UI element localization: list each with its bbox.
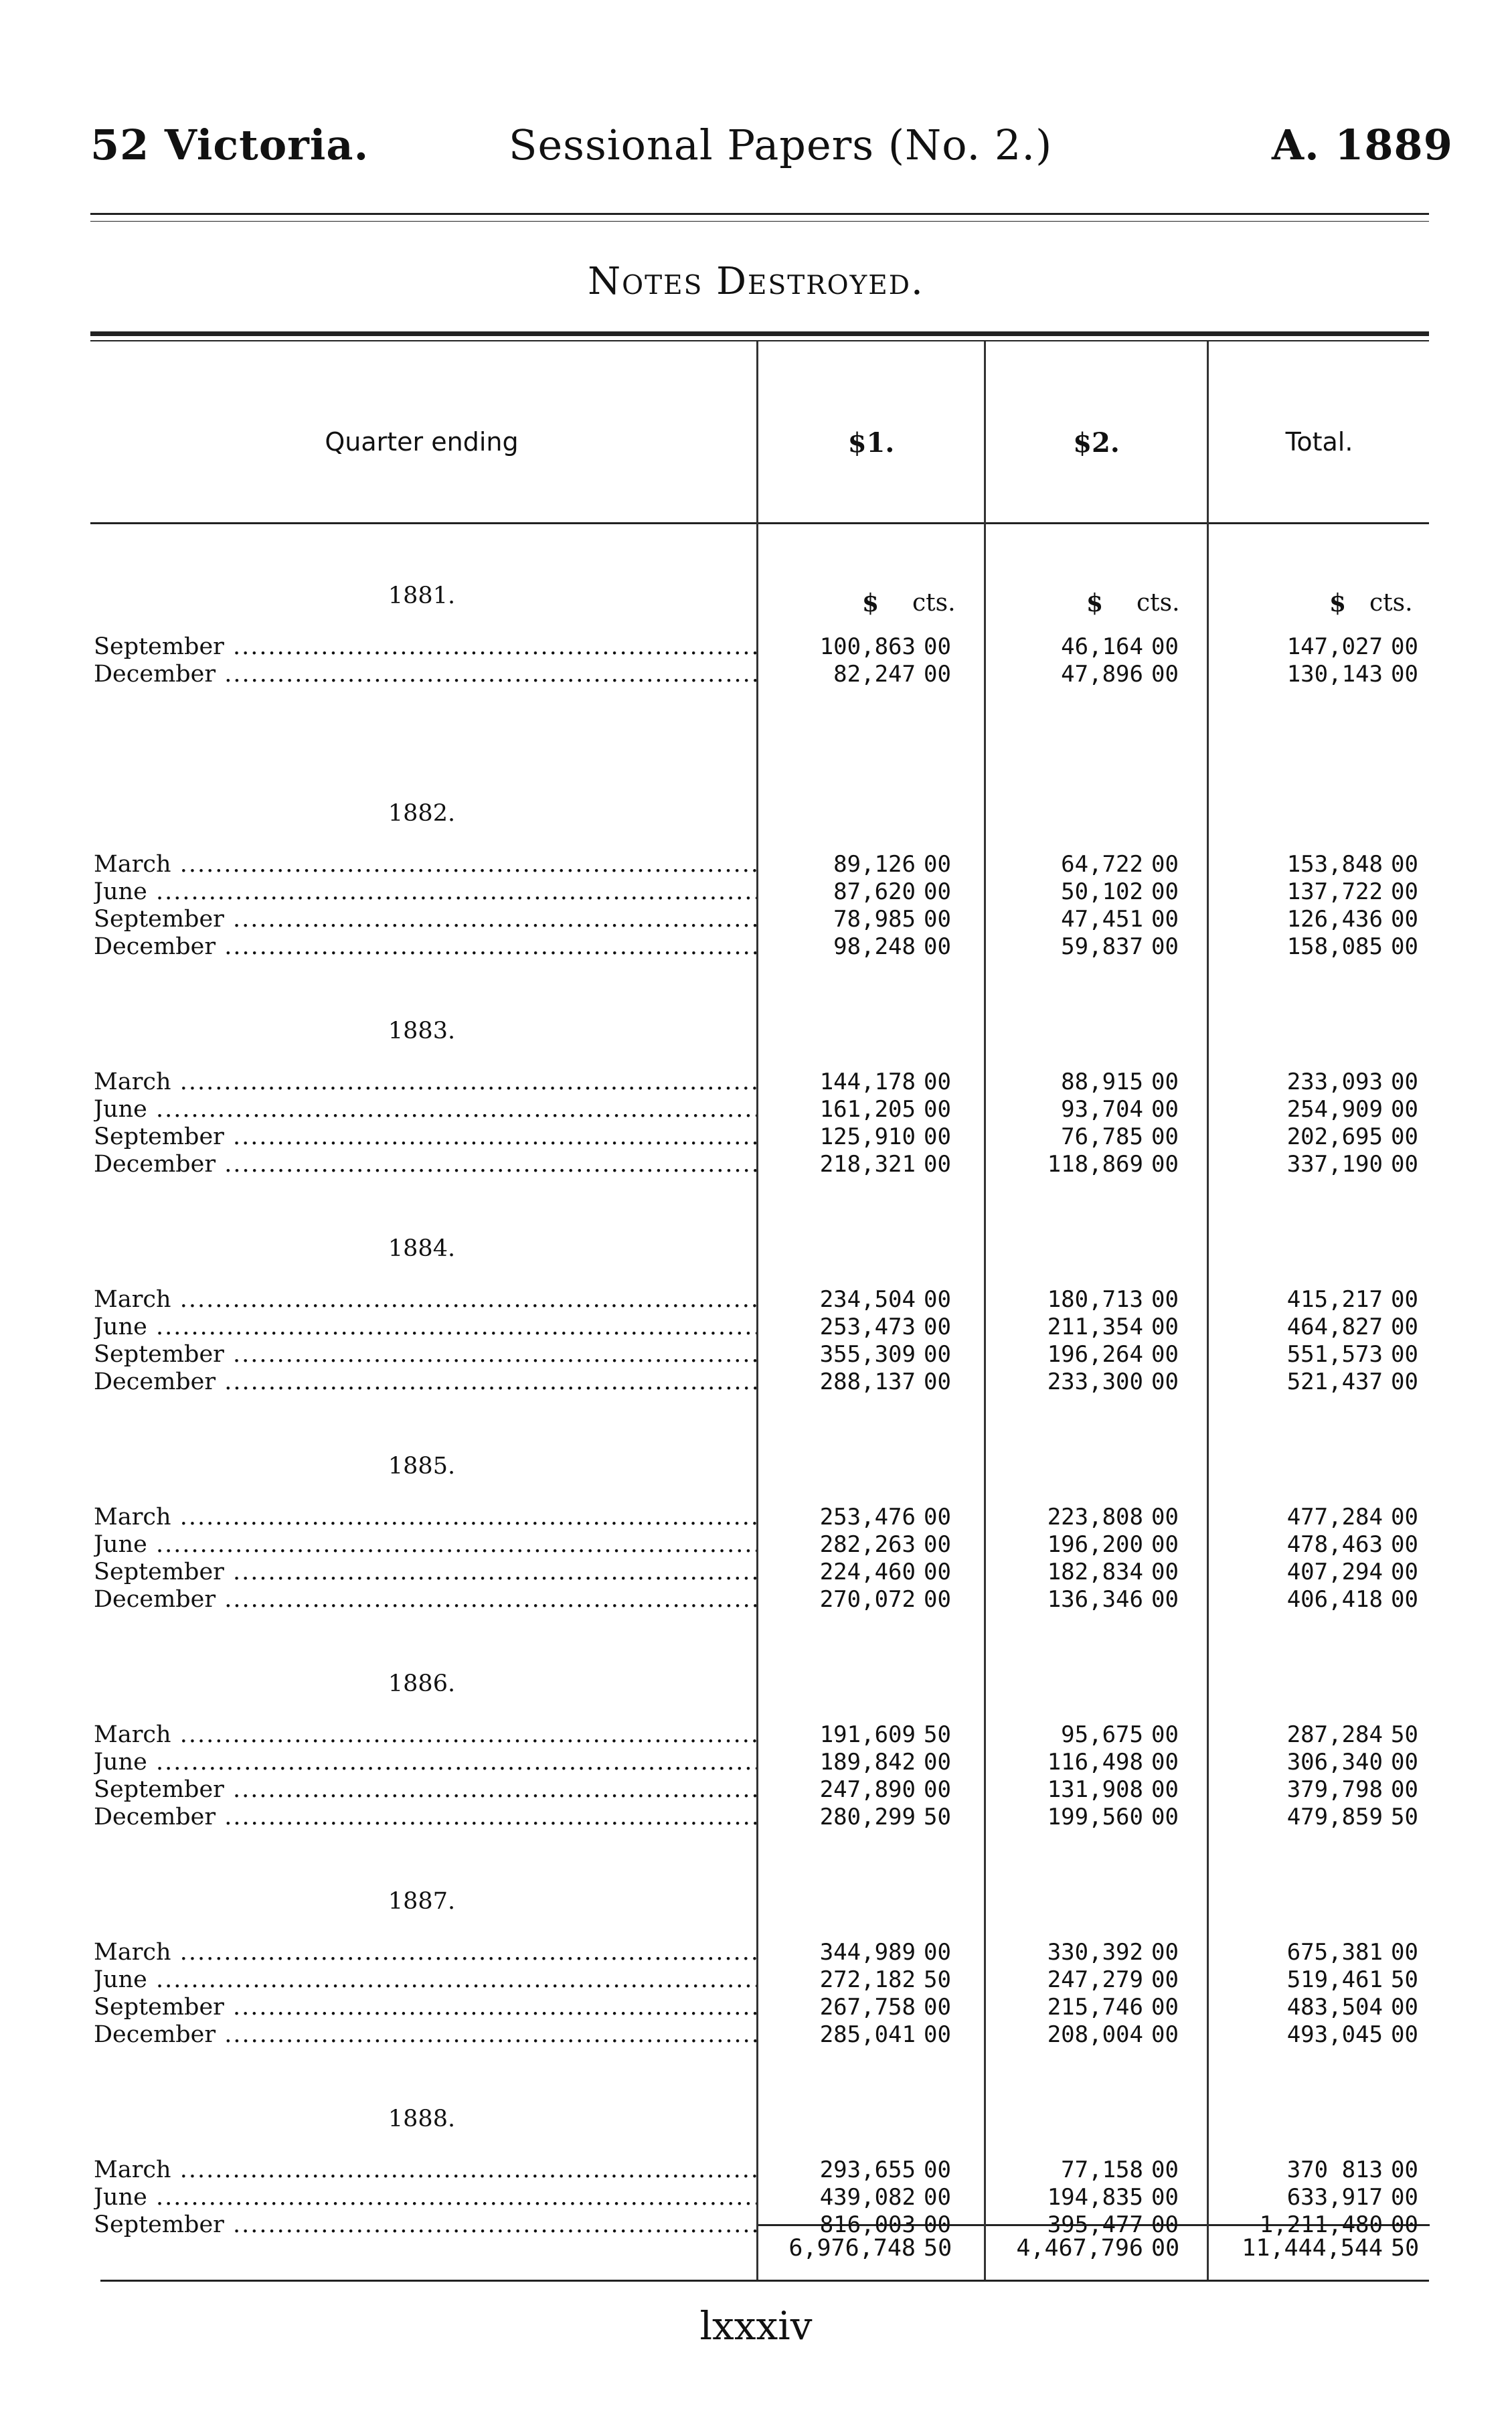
year-heading: 1883. — [388, 1018, 456, 1044]
quarter-label: March ..... — [94, 1503, 756, 1531]
quarter-label: June ..... — [94, 1313, 756, 1341]
column-header-rule — [90, 522, 1429, 524]
one-dollar-value: 100,863 — [819, 633, 916, 660]
one-dollar-value: 816,003 — [819, 2211, 916, 2238]
header-document-title: Sessional Papers (No. 2.) — [509, 121, 1053, 169]
year-heading: 1888. — [388, 2106, 456, 2132]
header-year: A. 1889 — [1272, 121, 1453, 169]
two-dollar-value: 136,346 — [1047, 1586, 1143, 1613]
table-top-rule — [90, 331, 1429, 336]
table-row — [0, 905, 1512, 933]
two-dollar-value: 77,158 — [1061, 2156, 1143, 2183]
one-dollar-value: 285,041 — [819, 2021, 916, 2048]
one-dollar-value: 247,890 — [819, 1776, 916, 1803]
column-header-total: Total. — [1285, 427, 1353, 457]
one-dollar-cents: 00 — [924, 1123, 951, 1150]
total-cents: 00 — [1391, 1314, 1418, 1340]
dollar-sign: $ — [862, 589, 879, 617]
units-one-dollar — [758, 589, 984, 623]
two-dollar-value: 194,835 — [1047, 2184, 1143, 2211]
total-value: 407,294 — [1286, 1559, 1383, 1585]
two-dollar-cents: 00 — [1151, 1286, 1179, 1313]
total-value: 287,284 — [1286, 1721, 1383, 1748]
quarter-label: December ..... — [94, 933, 756, 961]
two-dollar-cents: 00 — [1151, 1151, 1179, 1178]
two-dollar-cents: 00 — [1151, 1368, 1179, 1395]
one-dollar-value: 89,126 — [833, 851, 916, 878]
two-dollar-value: 95,675 — [1061, 1721, 1143, 1748]
table-row — [0, 2156, 1512, 2184]
column-header-one-dollar: $1. — [847, 427, 895, 459]
quarter-label: September ..... — [94, 1123, 756, 1151]
two-dollar-cents: 00 — [1151, 1559, 1179, 1585]
dollar-sign: $ — [1086, 589, 1104, 617]
column-header-two-dollar: $2. — [1073, 427, 1120, 459]
quarter-label: December ..... — [94, 2021, 756, 2049]
total-value: 479,859 — [1286, 1804, 1383, 1830]
one-dollar-cents: 50 — [924, 1966, 951, 1993]
two-dollar-cents: 00 — [1151, 2156, 1179, 2183]
grand-total-cents: 50 — [1391, 2235, 1420, 2262]
table-row — [0, 660, 1512, 688]
two-dollar-value: 47,896 — [1061, 661, 1143, 688]
two-dollar-cents: 00 — [1151, 661, 1179, 688]
two-dollar-value: 211,354 — [1047, 1314, 1143, 1340]
one-dollar-cents: 00 — [924, 1368, 951, 1395]
total-cents: 00 — [1391, 1341, 1418, 1368]
one-dollar-cents: 00 — [924, 1314, 951, 1340]
two-dollar-cents: 00 — [1151, 851, 1179, 878]
one-dollar-value: 234,504 — [819, 1286, 916, 1313]
two-dollar-cents: 00 — [1151, 933, 1179, 960]
units-total — [1209, 589, 1430, 623]
total-value: 1,211,480 — [1259, 2211, 1383, 2238]
two-dollar-value: 76,785 — [1061, 1123, 1143, 1150]
table-row — [0, 1721, 1512, 1749]
total-cents: 00 — [1391, 1504, 1418, 1531]
cents-label: cts. — [912, 589, 956, 617]
total-value: 521,437 — [1286, 1368, 1383, 1395]
one-dollar-cents: 00 — [924, 2211, 951, 2238]
quarter-label: June ..... — [94, 1966, 756, 1994]
table-row — [0, 1748, 1512, 1776]
cents-label: cts. — [1137, 589, 1180, 617]
totals-row — [0, 2235, 1512, 2268]
one-dollar-cents: 00 — [924, 2021, 951, 2048]
one-dollar-cents: 00 — [924, 1749, 951, 1776]
year-heading: 1886. — [388, 1670, 456, 1697]
one-dollar-value: 82,247 — [833, 661, 916, 688]
quarter-label: June ..... — [94, 878, 756, 906]
total-cents: 00 — [1391, 1586, 1418, 1613]
one-dollar-value: 272,182 — [819, 1966, 916, 1993]
one-dollar-cents: 00 — [924, 878, 951, 905]
quarter-label: September ..... — [94, 1776, 756, 1804]
one-dollar-cents: 00 — [924, 906, 951, 933]
one-dollar-value: 253,476 — [819, 1504, 916, 1531]
one-dollar-value: 355,309 — [819, 1341, 916, 1368]
two-dollar-value: 180,713 — [1047, 1286, 1143, 1313]
total-cents: 00 — [1391, 1776, 1418, 1803]
total-cents: 00 — [1391, 1069, 1418, 1095]
one-dollar-value: 224,460 — [819, 1559, 916, 1585]
total-two-dollar-cents: 00 — [1151, 2235, 1180, 2262]
quarter-label: March ..... — [94, 1068, 756, 1096]
total-one-dollar: 6,976,748 — [788, 2235, 916, 2262]
table-row — [0, 1531, 1512, 1559]
two-dollar-value: 64,722 — [1061, 851, 1143, 878]
two-dollar-value: 395,477 — [1047, 2211, 1143, 2238]
table-row — [0, 633, 1512, 661]
one-dollar-cents: 50 — [924, 1721, 951, 1748]
quarter-label: September ..... — [94, 1993, 756, 2021]
quarter-label: June ..... — [94, 1748, 756, 1776]
two-dollar-value: 50,102 — [1061, 878, 1143, 905]
table-row — [0, 1285, 1512, 1314]
two-dollar-value: 59,837 — [1061, 933, 1143, 960]
total-value: 551,573 — [1286, 1341, 1383, 1368]
table-row — [0, 1313, 1512, 1341]
table-row — [0, 1585, 1512, 1614]
total-value: 306,340 — [1286, 1749, 1383, 1776]
total-cents: 00 — [1391, 1994, 1418, 2021]
quarter-label: December ..... — [94, 1368, 756, 1396]
one-dollar-cents: 00 — [924, 1286, 951, 1313]
total-cents: 00 — [1391, 1368, 1418, 1395]
two-dollar-cents: 00 — [1151, 1069, 1179, 1095]
dollar-sign: $ — [1329, 589, 1347, 617]
quarter-label: June ..... — [94, 1095, 756, 1123]
total-value: 153,848 — [1286, 851, 1383, 878]
total-cents: 00 — [1391, 933, 1418, 960]
year-heading: 1881. — [388, 582, 456, 609]
two-dollar-value: 116,498 — [1047, 1749, 1143, 1776]
total-cents: 00 — [1391, 1749, 1418, 1776]
total-value: 202,695 — [1286, 1123, 1383, 1150]
one-dollar-value: 125,910 — [819, 1123, 916, 1150]
total-cents: 00 — [1391, 661, 1418, 688]
one-dollar-cents: 00 — [924, 1069, 951, 1095]
two-dollar-value: 88,915 — [1061, 1069, 1143, 1095]
one-dollar-value: 78,985 — [833, 906, 916, 933]
two-dollar-cents: 00 — [1151, 1994, 1179, 2021]
table-row — [0, 878, 1512, 906]
year-heading: 1887. — [388, 1888, 456, 1915]
total-cents: 00 — [1391, 906, 1418, 933]
total-value: 464,827 — [1286, 1314, 1383, 1340]
total-value: 493,045 — [1286, 2021, 1383, 2048]
table-row — [0, 1966, 1512, 1994]
two-dollar-cents: 00 — [1151, 1531, 1179, 1558]
quarter-label: September ..... — [94, 2211, 756, 2239]
total-value: 126,436 — [1286, 906, 1383, 933]
one-dollar-cents: 00 — [924, 2156, 951, 2183]
one-dollar-value: 344,989 — [819, 1939, 916, 1966]
total-value: 147,027 — [1286, 633, 1383, 660]
total-value: 254,909 — [1286, 1096, 1383, 1123]
two-dollar-value: 118,869 — [1047, 1151, 1143, 1178]
total-cents: 00 — [1391, 1531, 1418, 1558]
total-cents: 00 — [1391, 2021, 1418, 2048]
quarter-label: September ..... — [94, 1340, 756, 1368]
quarter-label: December ..... — [94, 1803, 756, 1831]
table-row — [0, 1340, 1512, 1368]
table-row — [0, 1123, 1512, 1151]
total-value: 406,418 — [1286, 1586, 1383, 1613]
one-dollar-value: 189,842 — [819, 1749, 916, 1776]
table-row — [0, 1503, 1512, 1531]
one-dollar-value: 87,620 — [833, 878, 916, 905]
page-number: lxxxiv — [699, 2303, 813, 2349]
header-rule-thin — [90, 221, 1429, 222]
one-dollar-cents: 00 — [924, 1994, 951, 2021]
one-dollar-cents: 00 — [924, 1504, 951, 1531]
total-cents: 50 — [1391, 1804, 1418, 1830]
quarter-label: March ..... — [94, 1285, 756, 1314]
total-cents: 50 — [1391, 1721, 1418, 1748]
two-dollar-cents: 00 — [1151, 1504, 1179, 1531]
total-cents: 00 — [1391, 1559, 1418, 1585]
table-row — [0, 1368, 1512, 1396]
table-row — [0, 933, 1512, 961]
year-heading: 1882. — [388, 800, 456, 827]
total-cents: 00 — [1391, 851, 1418, 878]
two-dollar-cents: 00 — [1151, 1804, 1179, 1830]
table-title: Notes Destroyed. — [588, 260, 924, 303]
one-dollar-cents: 00 — [924, 1776, 951, 1803]
table-row — [0, 1068, 1512, 1096]
one-dollar-cents: 00 — [924, 661, 951, 688]
cents-label: cts. — [1369, 589, 1413, 617]
one-dollar-cents: 00 — [924, 1939, 951, 1966]
one-dollar-cents: 50 — [924, 1804, 951, 1830]
total-value: 158,085 — [1286, 933, 1383, 960]
total-two-dollar: 4,467,796 — [1016, 2235, 1143, 2262]
one-dollar-value: 439,082 — [819, 2184, 916, 2211]
total-value: 379,798 — [1286, 1776, 1383, 1803]
two-dollar-value: 199,560 — [1047, 1804, 1143, 1830]
two-dollar-cents: 00 — [1151, 2184, 1179, 2211]
two-dollar-value: 196,200 — [1047, 1531, 1143, 1558]
quarter-label: March ..... — [94, 850, 756, 878]
table-row — [0, 2183, 1512, 2211]
total-cents: 00 — [1391, 2184, 1418, 2211]
one-dollar-value: 98,248 — [833, 933, 916, 960]
quarter-label: June ..... — [94, 1531, 756, 1559]
table-row — [0, 1150, 1512, 1178]
total-cents: 50 — [1391, 1966, 1418, 1993]
total-value: 477,284 — [1286, 1504, 1383, 1531]
two-dollar-cents: 00 — [1151, 1939, 1179, 1966]
year-heading: 1884. — [388, 1235, 456, 1262]
two-dollar-value: 182,834 — [1047, 1559, 1143, 1585]
column-header-quarter: Quarter ending — [325, 427, 519, 457]
one-dollar-cents: 00 — [924, 1531, 951, 1558]
quarter-label: June ..... — [94, 2183, 756, 2211]
header-rule — [90, 213, 1429, 215]
one-dollar-value: 191,609 — [819, 1721, 916, 1748]
quarter-label: March ..... — [94, 1721, 756, 1749]
two-dollar-value: 233,300 — [1047, 1368, 1143, 1395]
one-dollar-value: 267,758 — [819, 1994, 916, 2021]
one-dollar-value: 288,137 — [819, 1368, 916, 1395]
year-heading: 1885. — [388, 1453, 456, 1480]
quarter-label: September ..... — [94, 905, 756, 933]
two-dollar-value: 330,392 — [1047, 1939, 1143, 1966]
two-dollar-value: 131,908 — [1047, 1776, 1143, 1803]
one-dollar-cents: 00 — [924, 1559, 951, 1585]
one-dollar-value: 218,321 — [819, 1151, 916, 1178]
two-dollar-value: 93,704 — [1061, 1096, 1143, 1123]
two-dollar-value: 47,451 — [1061, 906, 1143, 933]
total-value: 370 813 — [1286, 2156, 1383, 2183]
total-one-dollar-cents: 50 — [924, 2235, 952, 2262]
one-dollar-cents: 00 — [924, 2184, 951, 2211]
total-value: 130,143 — [1286, 661, 1383, 688]
two-dollar-value: 208,004 — [1047, 2021, 1143, 2048]
total-value: 478,463 — [1286, 1531, 1383, 1558]
total-cents: 00 — [1391, 1286, 1418, 1313]
one-dollar-cents: 00 — [924, 633, 951, 660]
two-dollar-cents: 00 — [1151, 906, 1179, 933]
two-dollar-cents: 00 — [1151, 878, 1179, 905]
table-row — [0, 1938, 1512, 1966]
two-dollar-cents: 00 — [1151, 1096, 1179, 1123]
total-value: 483,504 — [1286, 1994, 1383, 2021]
table-top-rule-thin — [90, 340, 1429, 341]
one-dollar-value: 161,205 — [819, 1096, 916, 1123]
two-dollar-cents: 00 — [1151, 1586, 1179, 1613]
two-dollar-value: 215,746 — [1047, 1994, 1143, 2021]
one-dollar-cents: 00 — [924, 1341, 951, 1368]
one-dollar-cents: 00 — [924, 1151, 951, 1178]
one-dollar-value: 144,178 — [819, 1069, 916, 1095]
two-dollar-cents: 00 — [1151, 1314, 1179, 1340]
table-row — [0, 1558, 1512, 1586]
two-dollar-cents: 00 — [1151, 2021, 1179, 2048]
one-dollar-cents: 00 — [924, 851, 951, 878]
one-dollar-value: 282,263 — [819, 1531, 916, 1558]
quarter-label: December ..... — [94, 1585, 756, 1614]
table-row — [0, 1776, 1512, 1804]
table-bottom-rule — [100, 2280, 1429, 2282]
one-dollar-value: 270,072 — [819, 1586, 916, 1613]
two-dollar-cents: 00 — [1151, 633, 1179, 660]
total-cents: 00 — [1391, 1123, 1418, 1150]
total-cents: 00 — [1391, 1096, 1418, 1123]
two-dollar-value: 46,164 — [1061, 633, 1143, 660]
total-value: 337,190 — [1286, 1151, 1383, 1178]
total-cents: 00 — [1391, 1151, 1418, 1178]
total-cents: 00 — [1391, 2211, 1418, 2238]
table-row — [0, 1993, 1512, 2021]
two-dollar-value: 247,279 — [1047, 1966, 1143, 1993]
header-session: 52 Victoria. — [90, 121, 369, 169]
one-dollar-cents: 00 — [924, 1586, 951, 1613]
two-dollar-cents: 00 — [1151, 1721, 1179, 1748]
total-value: 137,722 — [1286, 878, 1383, 905]
two-dollar-cents: 00 — [1151, 1749, 1179, 1776]
two-dollar-cents: 00 — [1151, 1341, 1179, 1368]
two-dollar-cents: 00 — [1151, 1123, 1179, 1150]
total-value: 415,217 — [1286, 1286, 1383, 1313]
grand-total: 11,444,544 — [1242, 2235, 1383, 2262]
one-dollar-cents: 00 — [924, 933, 951, 960]
two-dollar-cents: 00 — [1151, 2211, 1179, 2238]
two-dollar-value: 196,264 — [1047, 1341, 1143, 1368]
total-cents: 00 — [1391, 1939, 1418, 1966]
two-dollar-cents: 00 — [1151, 1966, 1179, 1993]
two-dollar-cents: 00 — [1151, 1776, 1179, 1803]
quarter-label: December ..... — [94, 1150, 756, 1178]
quarter-label: December ..... — [94, 660, 756, 688]
one-dollar-value: 293,655 — [819, 2156, 916, 2183]
quarter-label: September ..... — [94, 1558, 756, 1586]
table-row — [0, 1803, 1512, 1831]
quarter-label: March ..... — [94, 1938, 756, 1966]
total-value: 675,381 — [1286, 1939, 1383, 1966]
table-row — [0, 1095, 1512, 1123]
total-cents: 00 — [1391, 633, 1418, 660]
two-dollar-value: 223,808 — [1047, 1504, 1143, 1531]
total-value: 633,917 — [1286, 2184, 1383, 2211]
total-value: 233,093 — [1286, 1069, 1383, 1095]
one-dollar-value: 280,299 — [819, 1804, 916, 1830]
total-cents: 00 — [1391, 2156, 1418, 2183]
table-row — [0, 850, 1512, 878]
one-dollar-value: 253,473 — [819, 1314, 916, 1340]
units-two-dollar — [986, 589, 1207, 623]
total-value: 519,461 — [1286, 1966, 1383, 1993]
table-row — [0, 2021, 1512, 2049]
quarter-label: September ..... — [94, 633, 756, 661]
quarter-label: March ..... — [94, 2156, 756, 2184]
one-dollar-cents: 00 — [924, 1096, 951, 1123]
total-cents: 00 — [1391, 878, 1418, 905]
